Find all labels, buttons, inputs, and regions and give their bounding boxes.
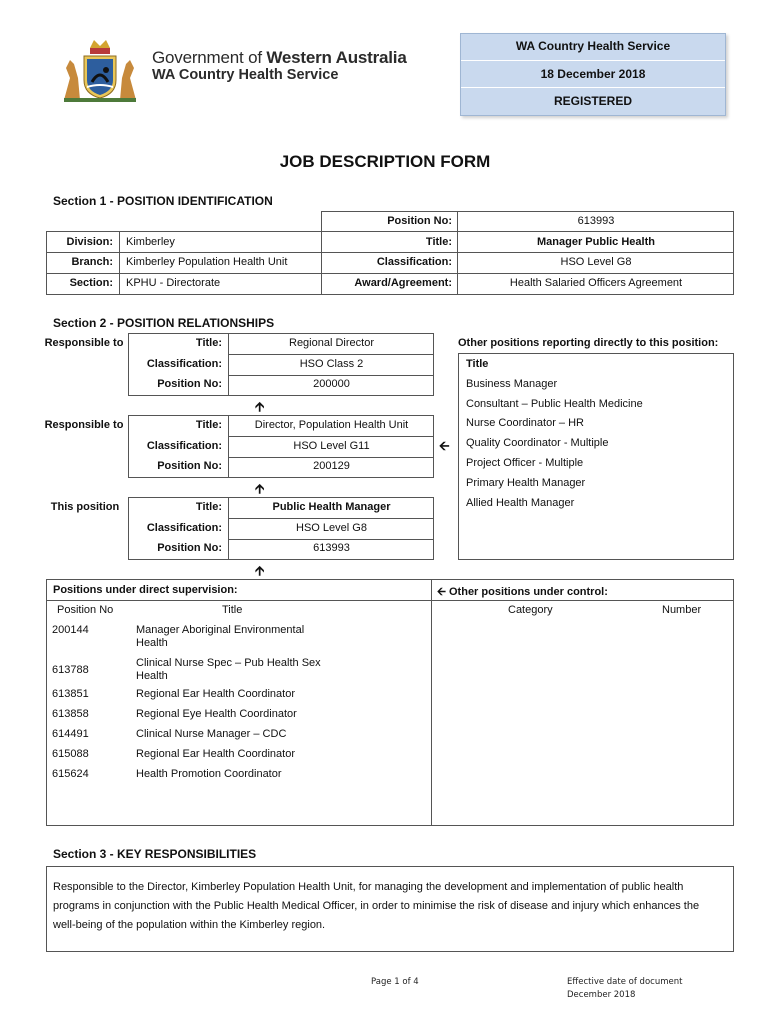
section1-heading: Section 1 - POSITION IDENTIFICATION — [53, 194, 273, 208]
form-title: JOB DESCRIPTION FORM — [279, 152, 491, 171]
stamp-status: REGISTERED — [553, 94, 632, 108]
l1-position-no-label: Position No: — [157, 378, 222, 390]
government-name-a: Government of — [152, 48, 267, 67]
supervision-row-no: 613851 — [52, 688, 89, 700]
stamp-service: WA Country Health Service — [515, 39, 671, 53]
supervision-row-no: 615624 — [52, 768, 89, 780]
supervision-row-title: Regional Eye Health Coordinator — [136, 708, 297, 720]
left-arrow-icon: 🡨 — [439, 438, 450, 453]
responsibilities-text: Responsible to the Director, Kimberley Population Health Unit, for managing the development and implementation of public health programs in conjunction with the Public Health Medical Officer, in order to minimise the risk of disease and injury which enhances the well-being of the population within the Kimberley region. — [53, 881, 700, 931]
branch-value: Kimberley Population Health Unit — [126, 256, 288, 268]
other-position-item: Business Manager — [466, 378, 558, 390]
this-position-label: This position — [50, 501, 120, 513]
classification-label: Classification: — [376, 256, 452, 268]
division-value: Kimberley — [126, 236, 175, 248]
control-col-category: Category — [508, 604, 553, 616]
control-col-number: Number — [662, 604, 702, 616]
award-label: Award/Agreement: — [354, 277, 452, 289]
l3-position-no-value: 613993 — [313, 542, 350, 554]
supervision-row-title: Clinical Nurse Manager – CDC — [136, 728, 287, 740]
division-label: Division: — [66, 236, 113, 248]
l1-classification-label: Classification: — [146, 358, 222, 370]
effective-date-label: Effective date of document — [567, 977, 683, 987]
other-position-item: Project Officer - Multiple — [466, 457, 584, 469]
other-position-item: Primary Health Manager — [466, 477, 586, 489]
l2-classification-label: Classification: — [146, 440, 222, 452]
l3-title-value: Public Health Manager — [272, 501, 391, 513]
sup-col-title: Title — [222, 604, 243, 616]
section-value: KPHU - Directorate — [126, 277, 221, 289]
left-arrow-icon: 🡨 — [437, 586, 446, 598]
l2-position-no-value: 200129 — [313, 460, 350, 472]
sup-col-position: Position No — [57, 604, 114, 616]
award-value: Health Salaried Officers Agreement — [509, 277, 683, 289]
l1-title-label: Title: — [195, 337, 222, 349]
other-positions-title-heading: Title — [466, 358, 489, 370]
l1-classification-value: HSO Class 2 — [299, 358, 364, 370]
l1-title-value: Regional Director — [289, 337, 374, 349]
l2-position-no-label: Position No: — [157, 460, 222, 472]
stamp-divider — [461, 60, 725, 61]
supervision-row-title: Clinical Nurse Spec – Pub Health Sex Health — [136, 657, 321, 682]
other-position-item: Consultant – Public Health Medicine — [466, 398, 643, 410]
other-position-item: Allied Health Manager — [466, 497, 575, 509]
section3-heading: Section 3 - KEY RESPONSIBILITIES — [53, 847, 257, 861]
supervision-row-no: 613788 — [52, 664, 89, 676]
service-name: WA Country Health Service — [152, 67, 339, 83]
up-arrow-icon: 🡩 — [255, 399, 265, 414]
supervision-heading: Positions under direct supervision: — [53, 584, 238, 596]
supervision-row-title: Health Promotion Coordinator — [136, 768, 282, 780]
branch-label: Branch: — [71, 256, 113, 268]
l3-position-no-label: Position No: — [157, 542, 222, 554]
stamp-divider — [461, 87, 725, 88]
title-value: Manager Public Health — [537, 236, 655, 248]
supervision-row-no: 200144 — [52, 624, 89, 636]
control-heading-wrap — [437, 583, 608, 602]
l1-position-no-value: 200000 — [313, 378, 350, 390]
section2-heading: Section 2 - POSITION RELATIONSHIPS — [53, 316, 275, 330]
supervision-row-title: Regional Ear Health Coordinator — [136, 688, 295, 700]
effective-date-value: December 2018 — [567, 990, 636, 1000]
supervision-row-title: Regional Ear Health Coordinator — [136, 748, 295, 760]
page-number: Page 1 of 4 — [371, 977, 419, 987]
control-heading: Other positions under control: — [449, 586, 608, 598]
classification-value: HSO Level G8 — [560, 256, 632, 268]
position-no-label: Position No: — [387, 215, 452, 227]
up-arrow-icon: 🡩 — [255, 481, 265, 496]
up-arrow-icon: 🡩 — [255, 563, 265, 578]
supervision-row-title: Manager Aboriginal Environmental Health — [136, 624, 305, 649]
supervision-row-no: 613858 — [52, 708, 89, 720]
responsible-to-label-1: Responsible to — [44, 337, 124, 349]
registration-stamp — [460, 33, 726, 116]
stamp-date: 18 December 2018 — [540, 67, 646, 81]
l2-title-value: Director, Population Health Unit — [254, 419, 409, 431]
other-position-item: Nurse Coordinator – HR — [466, 417, 584, 429]
responsible-to-label-2: Responsible to — [44, 419, 124, 431]
other-position-item: Quality Coordinator - Multiple — [466, 437, 609, 449]
position-no-value: 613993 — [577, 215, 615, 227]
government-name — [152, 48, 407, 68]
other-positions-heading: Other positions reporting directly to this position: — [458, 337, 719, 349]
government-name-b: Western Australia — [266, 48, 407, 67]
l3-title-label: Title: — [195, 501, 222, 513]
supervision-row-no: 615088 — [52, 748, 89, 760]
wa-coat-of-arms-logo — [56, 38, 144, 104]
l3-classification-value: HSO Level G8 — [296, 522, 367, 534]
supervision-row-no: 614491 — [52, 728, 89, 740]
l2-title-label: Title: — [195, 419, 222, 431]
section-label: Section: — [69, 277, 113, 289]
l3-classification-label: Classification: — [146, 522, 222, 534]
title-label: Title: — [425, 236, 452, 248]
l2-classification-value: HSO Level G11 — [293, 440, 370, 452]
